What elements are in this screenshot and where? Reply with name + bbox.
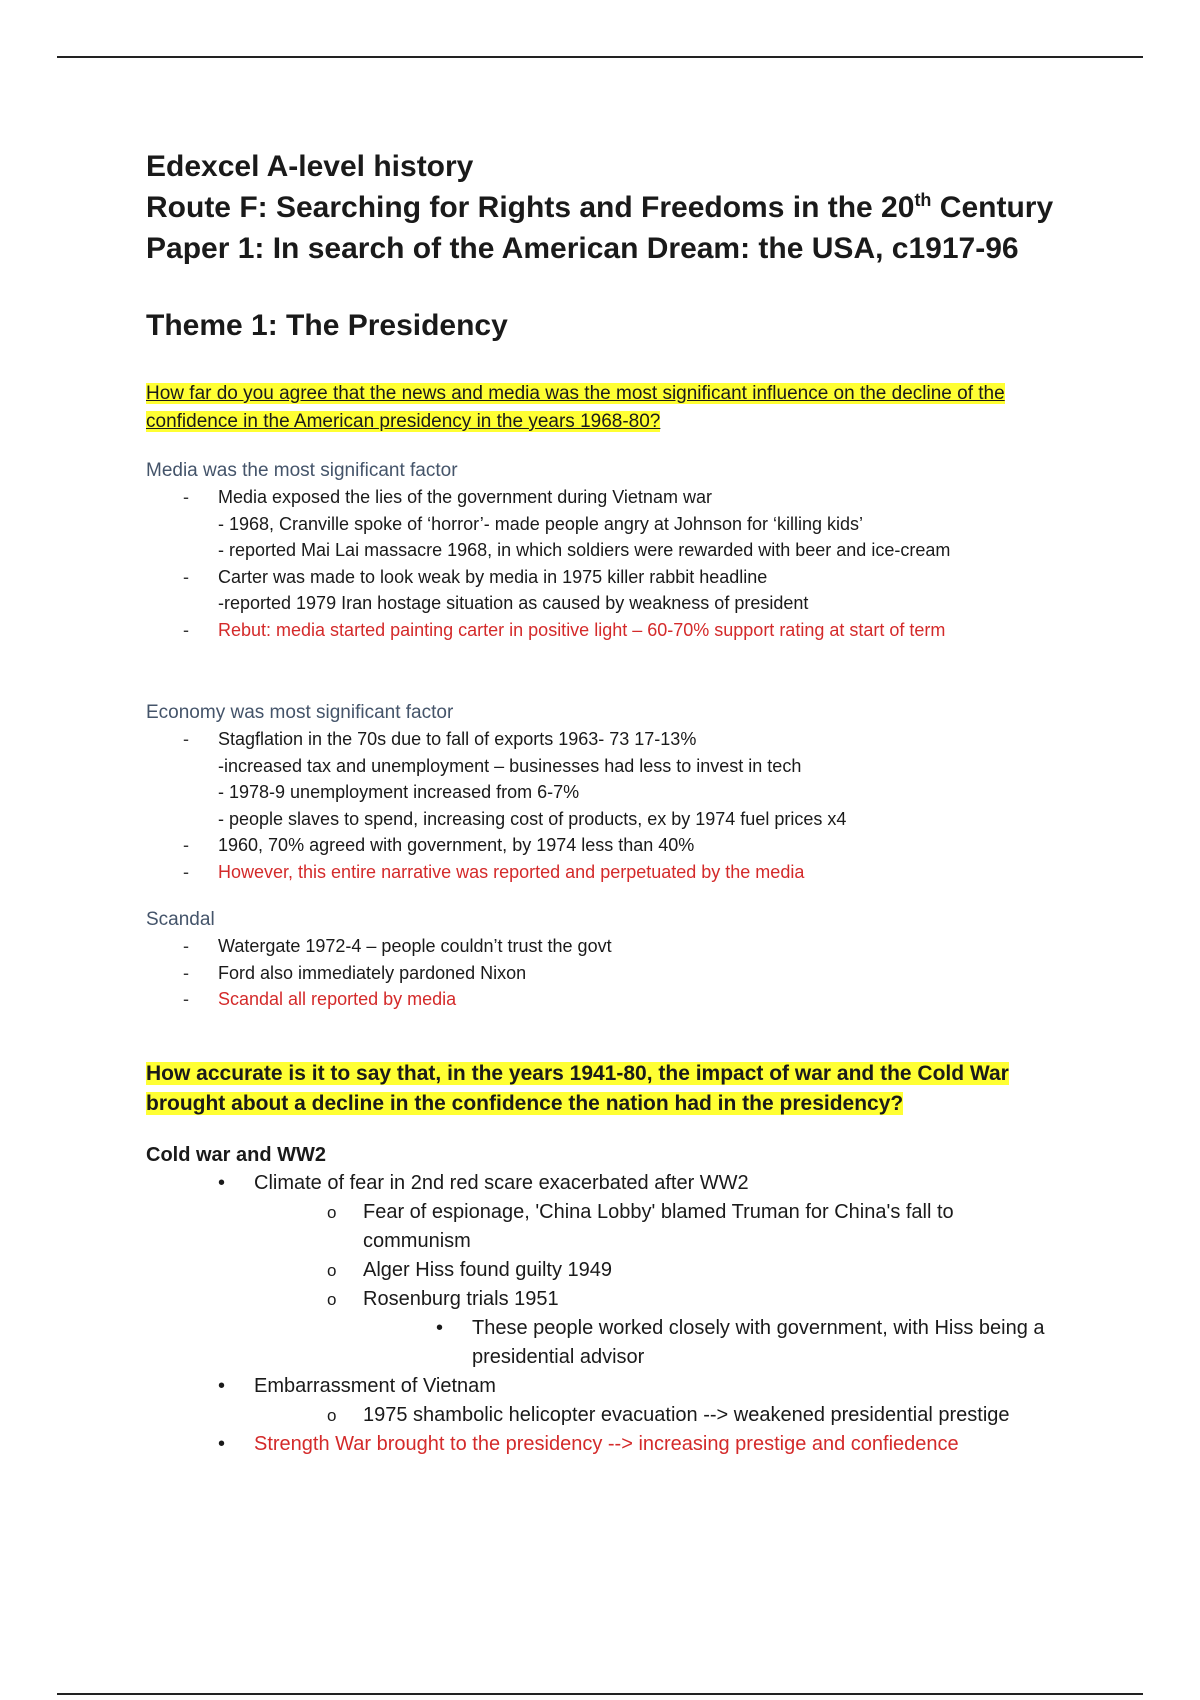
dash-marker: - xyxy=(183,936,189,956)
doc-title-exam: Edexcel A-level history xyxy=(146,150,474,183)
list-item: - 1960, 70% agreed with government, by 1974 less than 40% xyxy=(146,832,1076,859)
dash-marker: - xyxy=(183,962,189,983)
sub-bullet-item: o Fear of espionage, 'China Lobby' blamed Truman for China's fall to communism xyxy=(146,1198,1076,1256)
theme-heading: Theme 1: The Presidency xyxy=(146,309,508,342)
circle-marker: o xyxy=(327,1405,337,1425)
circle-marker: o xyxy=(327,1289,337,1309)
list-item-rebuttal: - However, this entire narrative was reported and perpetuated by the media xyxy=(146,859,1076,886)
list-item-rebuttal: - Rebut: media started painting carter in positive light – 60-70% support rating at start of term xyxy=(146,617,1076,644)
document-body xyxy=(146,146,1076,1459)
dash-marker: - xyxy=(183,729,189,749)
circle-marker: o xyxy=(327,1202,337,1222)
scandal-points xyxy=(146,933,1076,1013)
list-item: -increased tax and unemployment – businesses had less to invest in tech xyxy=(218,755,802,776)
dash-marker: - xyxy=(183,566,189,587)
list-item: - Watergate 1972-4 – people couldn’t trust the govt xyxy=(146,933,1076,960)
dash-marker: - xyxy=(183,619,189,640)
section-heading-economy: Economy was most significant factor xyxy=(146,702,454,723)
list-item-rebuttal: - Scandal all reported by media xyxy=(146,986,1076,1013)
essay-question-1: How far do you agree that the news and media was the most significant influence on the decline of the confidence in the American presidency in the years 1968-80? xyxy=(146,383,1005,432)
doc-title-route: Route F: Searching for Rights and Freedoms in the 20th Century xyxy=(146,190,1054,224)
list-item: - Ford also immediately pardoned Nixon xyxy=(146,960,1076,987)
list-item: - Stagflation in the 70s due to fall of exports 1963- 73 17-13% xyxy=(146,726,1076,753)
dash-marker: - xyxy=(183,487,189,507)
sub-bullet-item: o Rosenburg trials 1951 xyxy=(146,1285,1076,1314)
bullet-marker: • xyxy=(218,1171,226,1194)
sub-bullet-item: o Alger Hiss found guilty 1949 xyxy=(146,1256,1076,1285)
bullet-marker: • xyxy=(218,1432,226,1455)
dash-marker: - xyxy=(183,989,189,1009)
section-heading-scandal: Scandal xyxy=(146,909,215,930)
list-item: - Media exposed the lies of the government during Vietnam war xyxy=(146,484,1076,511)
media-points xyxy=(146,484,1076,643)
circle-marker: o xyxy=(327,1260,337,1280)
top-rule xyxy=(57,56,1143,58)
sub-sub-bullet-item: • These people worked closely with government, with Hiss being a presidential advisor xyxy=(146,1314,1076,1372)
list-item: - 1968, Cranville spoke of ‘horror’- made people angry at Johnson for ‘killing kids’ xyxy=(218,513,863,534)
bullet-marker: • xyxy=(436,1316,444,1339)
section-heading-coldwar: Cold war and WW2 xyxy=(146,1143,326,1166)
dash-marker: - xyxy=(183,835,189,855)
section-heading-media: Media was the most significant factor xyxy=(146,460,458,481)
list-item: - reported Mai Lai massacre 1968, in which soldiers were rewarded with beer and ice-cream xyxy=(218,540,951,560)
list-item: - people slaves to spend, increasing cost of products, ex by 1974 fuel prices x4 xyxy=(218,808,847,829)
doc-title-paper: Paper 1: In search of the American Dream: the USA, c1917-96 xyxy=(146,232,1019,265)
essay-question-2: How accurate is it to say that, in the years 1941-80, the impact of war and the Cold War brought about a decline in the confidence the nation had in the presidency? xyxy=(146,1061,1009,1115)
list-item: -reported 1979 Iran hostage situation as caused by weakness of president xyxy=(218,593,809,613)
sub-bullet-item: o 1975 shambolic helicopter evacuation --> weakened presidential prestige xyxy=(146,1401,1076,1430)
list-item: - Carter was made to look weak by media in 1975 killer rabbit headline xyxy=(146,564,1076,591)
dash-marker: - xyxy=(183,861,189,882)
bullet-marker: • xyxy=(218,1374,226,1397)
bullet-item: • Climate of fear in 2nd red scare exacerbated after WW2 xyxy=(146,1169,1076,1198)
bullet-item: • Embarrassment of Vietnam xyxy=(146,1372,1076,1401)
economy-points xyxy=(146,726,1076,885)
list-item: - 1978-9 unemployment increased from 6-7% xyxy=(218,782,580,802)
bullet-item-counterpoint: • Strength War brought to the presidency --> increasing prestige and confiedence xyxy=(146,1430,1076,1459)
bottom-rule xyxy=(57,1693,1143,1695)
